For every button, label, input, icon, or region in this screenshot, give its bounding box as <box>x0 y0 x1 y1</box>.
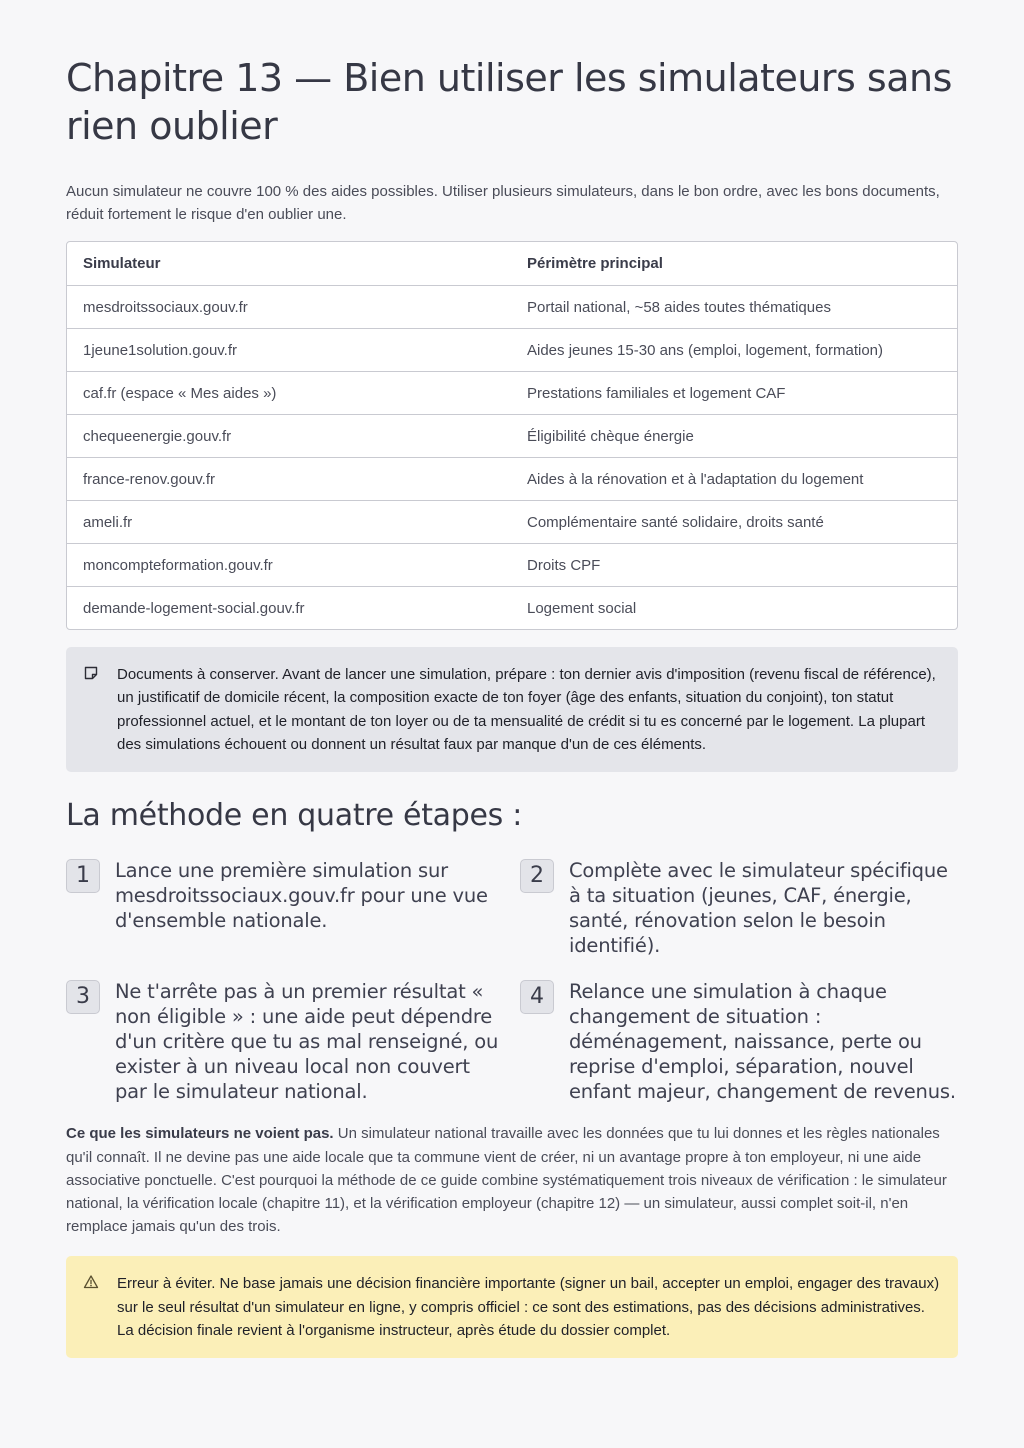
simulator-cell: 1jeune1solution.gouv.fr <box>67 329 511 372</box>
step-4 <box>520 980 956 1104</box>
table-row <box>67 286 957 329</box>
column-header-simulator: Simulateur <box>67 242 511 286</box>
step-number: 2 <box>520 859 554 893</box>
limits-lead: Ce que les simulateurs ne voient pas. <box>66 1125 334 1143</box>
step-text: Ne t'arrête pas à un premier résultat « non éligible » : une aide peut dépendre d'un critère que tu as mal renseigné, ou exister à un niveau local non couvert par le simulateur national. <box>115 980 499 1103</box>
documents-callout <box>66 647 958 772</box>
table-row <box>67 372 957 415</box>
step-1 <box>66 859 502 958</box>
chapter-intro: Aucun simulateur ne couvre 100 % des aides possibles. Utiliser plusieurs simulateurs, dans le bon ordre, avec les bons documents, réduit fortement le risque d'en oublier une. <box>66 183 940 223</box>
method-steps <box>66 859 958 1104</box>
table-row <box>67 587 957 629</box>
column-header-scope: Périmètre principal <box>511 242 957 286</box>
table-row <box>67 458 957 501</box>
limits-paragraph <box>66 1122 958 1238</box>
simulator-cell: caf.fr (espace « Mes aides ») <box>67 372 511 415</box>
step-text: Lance une première simulation sur mesdroitssociaux.gouv.fr pour une vue d'ensemble nationale. <box>115 859 488 932</box>
step-text: Complète avec le simulateur spécifique à ta situation (jeunes, CAF, énergie, santé, rénovation selon le besoin identifié). <box>569 859 948 957</box>
limits-text: Un simulateur national travaille avec les données que tu lui donnes et les règles nationales qu'il connaît. Il ne devine pas une aide locale que ta commune vient de créer, ni un avantage propre à ton employeur, ni une aide associative ponctuelle. C'est pourquoi la méthode de ce guide combine systématiquement trois niveaux de vérification : le simulateur national, la vérification locale (chapitre 11), et la vérification employeur (chapitre 12) — un simulateur, aussi complet soit-il, n'en remplace jamais qu'un des trois. <box>66 1125 947 1236</box>
method-title: La méthode en quatre étapes : <box>66 798 523 834</box>
chapter-title: Chapitre 13 — Bien utiliser les simulateurs sans rien oublier <box>66 56 952 148</box>
scope-cell: Aides à la rénovation et à l'adaptation du logement <box>511 458 957 501</box>
table-header-row <box>67 242 957 286</box>
scope-cell: Prestations familiales et logement CAF <box>511 372 957 415</box>
step-3 <box>66 980 502 1104</box>
step-number: 3 <box>66 980 100 1014</box>
table-row <box>67 501 957 544</box>
step-number: 1 <box>66 859 100 893</box>
scope-cell: Éligibilité chèque énergie <box>511 415 957 458</box>
step-text: Relance une simulation à chaque changement de situation : déménagement, naissance, perte ou reprise d'emploi, séparation, nouvel enfant majeur, changement de revenus. <box>569 980 956 1103</box>
simulator-cell: mesdroitssociaux.gouv.fr <box>67 286 511 329</box>
table-row <box>67 329 957 372</box>
table-row <box>67 544 957 587</box>
step-number: 4 <box>520 980 554 1014</box>
simulators-table <box>66 241 958 630</box>
scope-cell: Complémentaire santé solidaire, droits santé <box>511 501 957 544</box>
scope-cell: Aides jeunes 15-30 ans (emploi, logement, formation) <box>511 329 957 372</box>
simulator-cell: chequeenergie.gouv.fr <box>67 415 511 458</box>
warning-icon <box>83 1274 99 1290</box>
warning-callout <box>66 1256 958 1358</box>
simulator-cell: france-renov.gouv.fr <box>67 458 511 501</box>
simulator-cell: demande-logement-social.gouv.fr <box>83 599 305 617</box>
scope-cell: Droits CPF <box>511 544 957 587</box>
step-2 <box>520 859 956 958</box>
simulator-cell: ameli.fr <box>67 501 511 544</box>
table-row <box>67 415 957 458</box>
simulator-cell: moncompteformation.gouv.fr <box>67 544 511 587</box>
note-icon <box>83 665 99 681</box>
documents-callout-text: Documents à conserver. Avant de lancer une simulation, prépare : ton dernier avis d'imposition (revenu fiscal de référence), un justificatif de domicile récent, la composition exacte de ton foyer (âge des enfants, situation du conjoint), ton statut professionnel actuel, et le montant de ton loyer ou de ta mensualité de crédit si tu es concerné par le logement. La plupart des simulations échouent ou donnent un résultat faux par manque d'un de ces éléments. <box>117 666 936 753</box>
warning-callout-text: Erreur à éviter. Ne base jamais une décision financière importante (signer un bail, accepter un emploi, engager des travaux) sur le seul résultat d'un simulateur en ligne, y compris officiel : ce sont des estimations, pas des décisions administratives. La décision finale revient à l'organisme instructeur, après étude du dossier complet. <box>117 1275 940 1339</box>
scope-cell: Portail national, ~58 aides toutes thématiques <box>511 286 957 329</box>
scope-cell: Logement social <box>527 599 637 617</box>
